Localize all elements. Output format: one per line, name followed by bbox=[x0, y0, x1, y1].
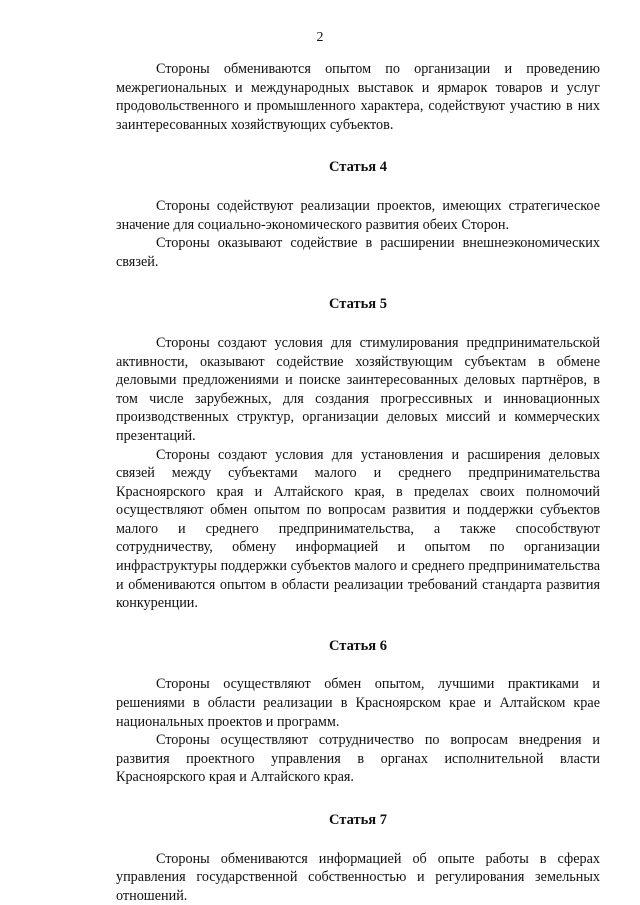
article-6-paragraph-1: Стороны осуществляют обмен опытом, лучшими практиками и решениями в области реализации в Красноярском крае и Алтайском крае национальных проектов и программ. bbox=[116, 676, 600, 730]
article-4-paragraph-2: Стороны оказывают содействие в расширении внешнеэкономических связей. bbox=[116, 235, 600, 270]
article-5-heading: Статья 5 bbox=[329, 296, 387, 313]
article-4-paragraph-1: Стороны содействуют реализации проектов, имеющих стратегическое значение для социально-экономического развития обеих Сторон. bbox=[116, 197, 600, 233]
article-7-paragraph-1: Стороны обмениваются информацией об опыте работы в сферах управления государственной собственностью и регулирования земельных отношений. bbox=[116, 850, 600, 904]
document-body bbox=[116, 60, 600, 905]
article-4-heading: Статья 4 bbox=[329, 159, 387, 176]
article-6-heading: Статья 6 bbox=[329, 637, 387, 654]
intro-paragraph: Стороны обмениваются опытом по организации и проведению межрегиональных и международных выставок и ярмарок товаров и услуг продовольственного и промышленного характера, содействуют участию в них заинтересованных хозяйствующих субъектов. bbox=[116, 61, 600, 133]
page-number: 2 bbox=[316, 30, 324, 45]
article-6-paragraph-2: Стороны осуществляют сотрудничество по вопросам внедрения и развития проектного управления в органах исполнительной власти Красноярского края и Алтайского края. bbox=[116, 732, 600, 786]
article-5-paragraph-1: Стороны создают условия для стимулирования предпринимательской активности, оказывают содействие хозяйствующим субъектам в обмене деловыми предложениями и поиске заинтересованных деловых партнёров, в том числе зарубежных, для создания прогрессивных и инновационных производственных структур, организации деловых миссий и коммерческих презентаций. bbox=[116, 334, 600, 444]
article-7-heading: Статья 7 bbox=[329, 812, 387, 828]
article-5-paragraph-2: Стороны создают условия для установления и расширения деловых связей между субъектами малого и среднего предпринимательства Красноярского края и Алтайского края, в пределах своих полномочий осуществляют обмен опытом по вопросам развития и поддержки субъектов малого и среднего предпринимательства, а также способствуют сотрудничеству, обмену информацией и опытом по организации инфраструктуры поддержки субъектов малого и среднего предпринимательства и обмениваются опытом в области реализации требований стандарта развития конкуренции. bbox=[116, 446, 600, 612]
